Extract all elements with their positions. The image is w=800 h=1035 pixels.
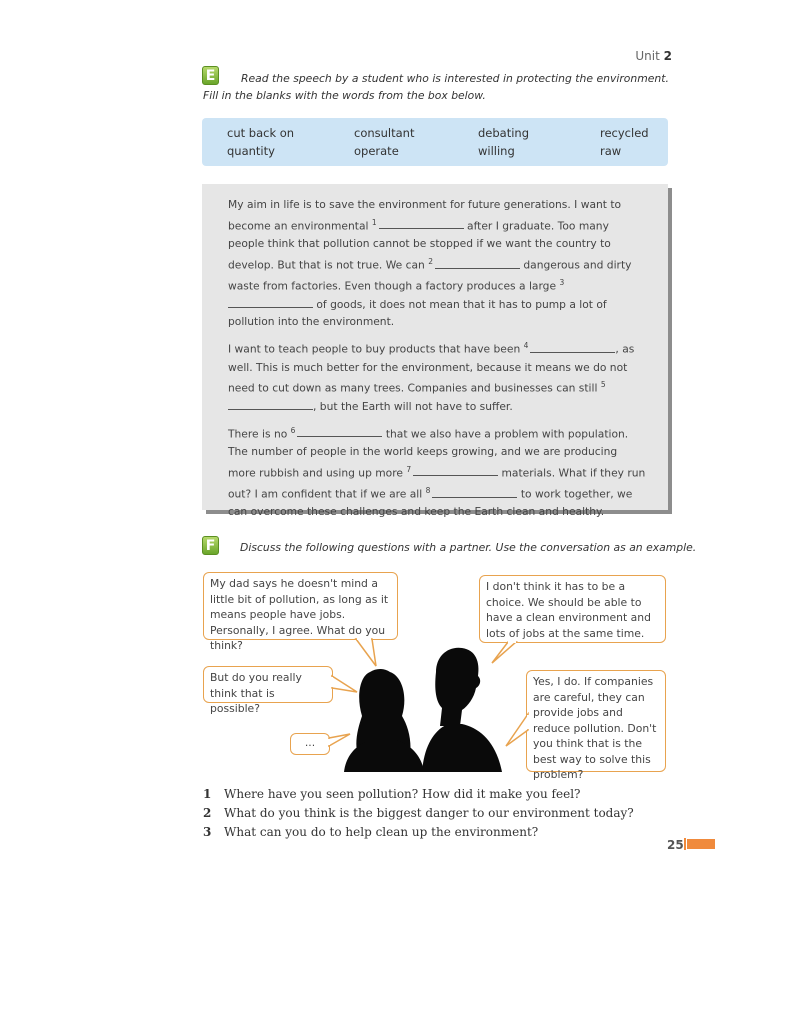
exercise-f-icon: F [202, 536, 219, 555]
bubble-tail [331, 672, 359, 696]
bubble-tail [488, 641, 518, 665]
word-box [202, 118, 668, 166]
speech-bubble-dad: My dad says he doesn't mind a little bit of pollution, as long as it means people have jobs. Personally, I agree. What do you think? [203, 572, 398, 640]
fill-blank[interactable] [297, 426, 382, 437]
fill-blank[interactable] [228, 297, 313, 308]
speech-bubble-possible: But do you really think that is possible? [203, 666, 333, 703]
page-number-divider [684, 838, 686, 850]
page-number-bar [687, 839, 715, 849]
question-item: 2 What do you think is the biggest danger to our environment today? [203, 806, 634, 820]
page-number: 25 [667, 838, 684, 852]
word-box-item: recycled [600, 126, 649, 140]
fill-blank[interactable] [413, 465, 498, 476]
bubble-tail [354, 638, 380, 668]
bubble-tail [504, 712, 530, 750]
passage-paragraph: My aim in life is to save the environment for future generations. I want to become an environmental $^1$ after I graduate. Too many people think that pollution cannot be stopped if we want the country to develop. But that is not true. We can $^2$ dangerous and dirty waste from factories. Even though a factory produces a large $^3$ of goods, it does not mean that it has to pump a lot of pollution into the environment. [228, 198, 632, 329]
passage-paragraph: I want to teach people to buy products that have been $^4$ , as well. This is much better for the environment, because it means we do not need to cut down as many trees. Companies and businesses can still $^5$, but the Earth will not have to suffer. [228, 341, 635, 413]
word-box-item: consultant [354, 126, 415, 140]
fill-blank[interactable] [432, 487, 517, 498]
word-box-item: cut back on [227, 126, 295, 140]
speech-passage [202, 184, 668, 519]
fill-blank[interactable] [228, 399, 313, 410]
speech-bubble-choice: I don't think it has to be a choice. We should be able to have a clean environment and lots of jobs at the same time. [479, 575, 666, 643]
word-box-item: willing [478, 144, 515, 158]
question-item: 3 What can you do to help clean up the environment? [203, 825, 539, 839]
word-box-item: quantity [227, 144, 275, 158]
man-silhouette-icon [422, 648, 502, 772]
exercise-f-instruction: Discuss the following questions with a partner. Use the conversation as an example. [240, 541, 697, 554]
word-box-item: debating [478, 126, 530, 140]
question-item: 1 Where have you seen pollution? How did it make you feel? [203, 787, 581, 801]
passage-paragraph: There is no $^6$ that we also have a problem with population. The number of people in the world keeps growing, and we are producing more rubbish and using up more $^7$ materials. What if they run out? I am confident that if we are all $^8$ to work together, we can overcome these challenges and keep the Earth clean and healthy. [228, 425, 646, 519]
word-box-item: raw [600, 144, 622, 158]
fill-blank[interactable] [530, 342, 615, 353]
speech-bubble-ellipsis: ... [290, 733, 330, 755]
exercise-e-instruction: Read the speech by a student who is interested in protecting the environment. Fill in the blanks with the words from the box below. [203, 72, 669, 102]
exercise-e-icon: E [202, 66, 219, 85]
bubble-tail [328, 732, 352, 752]
unit-label: Unit 2 [635, 49, 672, 63]
word-box-item: operate [354, 144, 399, 158]
fill-blank[interactable] [435, 258, 520, 269]
speech-bubble-yes: Yes, I do. If companies are careful, they can provide jobs and reduce pollution. Don't you think that is the best way to solve this problem? [526, 670, 666, 772]
fill-blank[interactable] [379, 218, 464, 229]
